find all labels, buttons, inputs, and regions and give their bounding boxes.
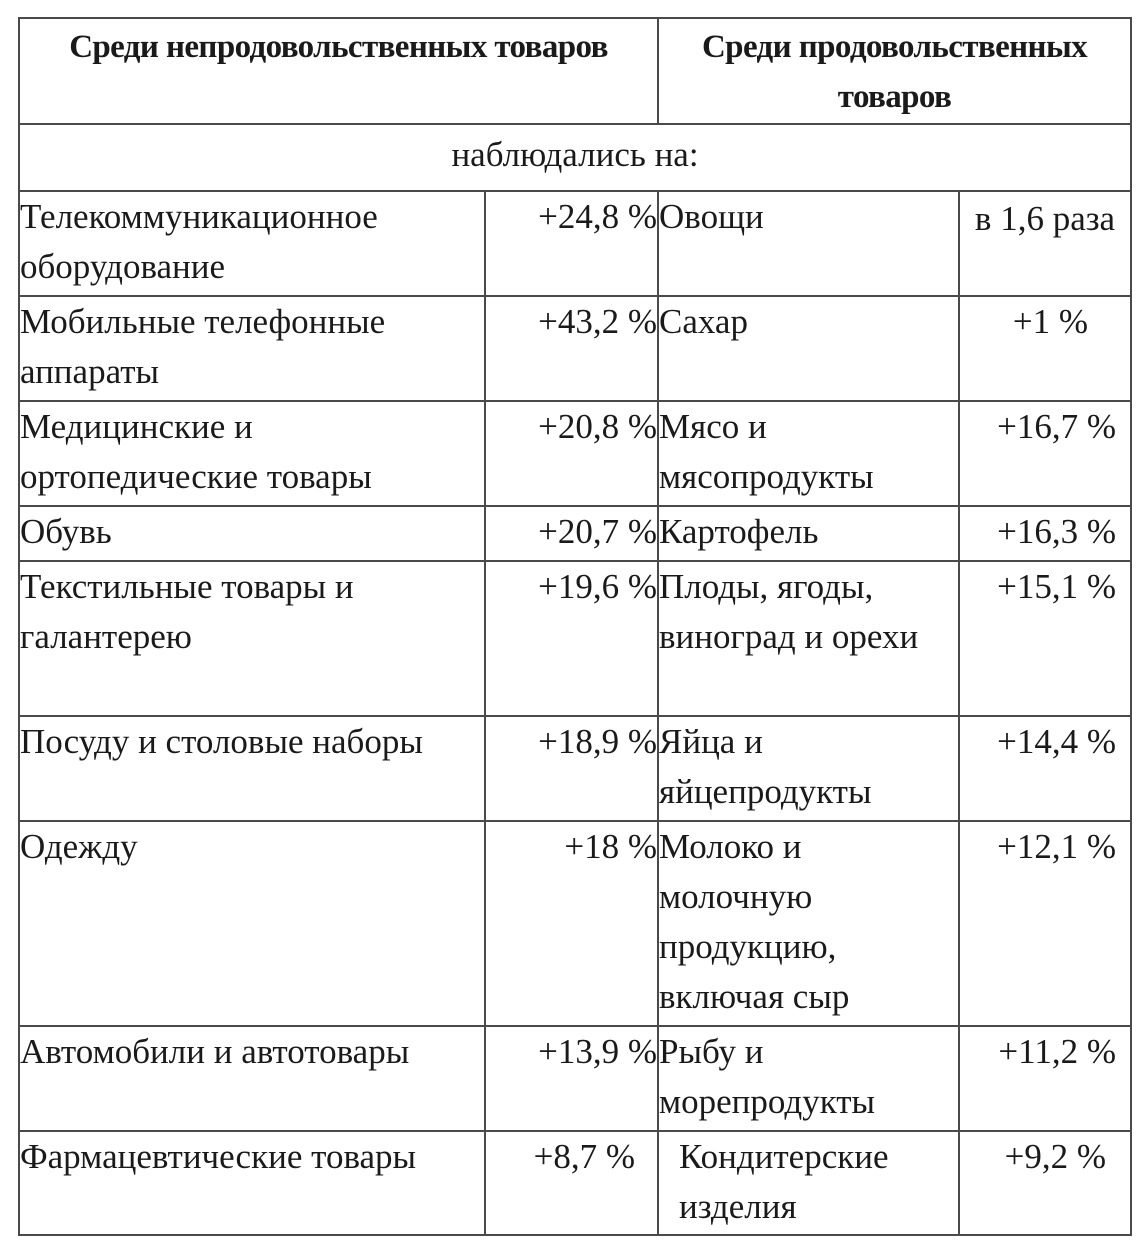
- table-row: [19, 506, 1131, 561]
- food-item: Кондитерские изделия: [658, 1131, 959, 1235]
- non-food-value: +20,7 %: [485, 506, 658, 561]
- food-item: Яйца и яйцепродукты: [658, 716, 959, 821]
- table-row: [19, 561, 1131, 716]
- non-food-item: Медицинские и ортопедические товары: [19, 401, 485, 506]
- non-food-item: Мобильные телефонные аппараты: [19, 296, 485, 401]
- food-value: +1 %: [959, 296, 1131, 401]
- food-item: Плоды, ягоды, виноград и орехи: [658, 561, 959, 716]
- non-food-value: +43,2 %: [485, 296, 658, 401]
- table-row: [19, 1026, 1131, 1131]
- food-item: Мясо и мясопродукты: [658, 401, 959, 506]
- non-food-item: Посуду и столовые наборы: [19, 716, 485, 821]
- non-food-item: Текстильные товары и галантерею: [19, 561, 485, 716]
- table-row: [19, 1131, 1131, 1235]
- subheader-row: [19, 124, 1131, 191]
- non-food-item: Обувь: [19, 506, 485, 561]
- food-value: +9,2 %: [959, 1131, 1131, 1235]
- food-item: Молоко и молочную продукцию, включая сыр: [658, 821, 959, 1026]
- header-non-food: Среди непродовольственных товаров: [19, 18, 658, 124]
- food-value: +16,3 %: [959, 506, 1131, 561]
- food-value: +11,2 %: [959, 1026, 1131, 1131]
- table-row: [19, 191, 1131, 296]
- non-food-item: Фармацевтические товары: [19, 1131, 485, 1235]
- food-item: Картофель: [658, 506, 959, 561]
- header-food: Среди продовольственных товаров: [658, 18, 1131, 124]
- non-food-item: Телекоммуникационное оборудование: [19, 191, 485, 296]
- non-food-value: +19,6 %: [485, 561, 658, 716]
- food-value: в 1,6 раза: [959, 191, 1131, 296]
- non-food-value: +18,9 %: [485, 716, 658, 821]
- non-food-value: +20,8 %: [485, 401, 658, 506]
- non-food-item: Автомобили и автотовары: [19, 1026, 485, 1131]
- subheader-cell: наблюдались на:: [19, 124, 1131, 191]
- non-food-value: +18 %: [485, 821, 658, 1026]
- table-row: [19, 296, 1131, 401]
- non-food-value: +13,9 %: [485, 1026, 658, 1131]
- food-value: +15,1 %: [959, 561, 1131, 716]
- food-item: Сахар: [658, 296, 959, 401]
- food-value: +12,1 %: [959, 821, 1131, 1026]
- price-change-table: [18, 17, 1132, 1236]
- table-row: [19, 716, 1131, 821]
- table-header-row: [19, 18, 1131, 124]
- non-food-item: Одежду: [19, 821, 485, 1026]
- food-item: Овощи: [658, 191, 959, 296]
- food-value: +16,7 %: [959, 401, 1131, 506]
- non-food-value: +8,7 %: [485, 1131, 658, 1235]
- food-item: Рыбу и морепродукты: [658, 1026, 959, 1131]
- table-row: [19, 821, 1131, 1026]
- non-food-value: +24,8 %: [485, 191, 658, 296]
- table-row: [19, 401, 1131, 506]
- food-value: +14,4 %: [959, 716, 1131, 821]
